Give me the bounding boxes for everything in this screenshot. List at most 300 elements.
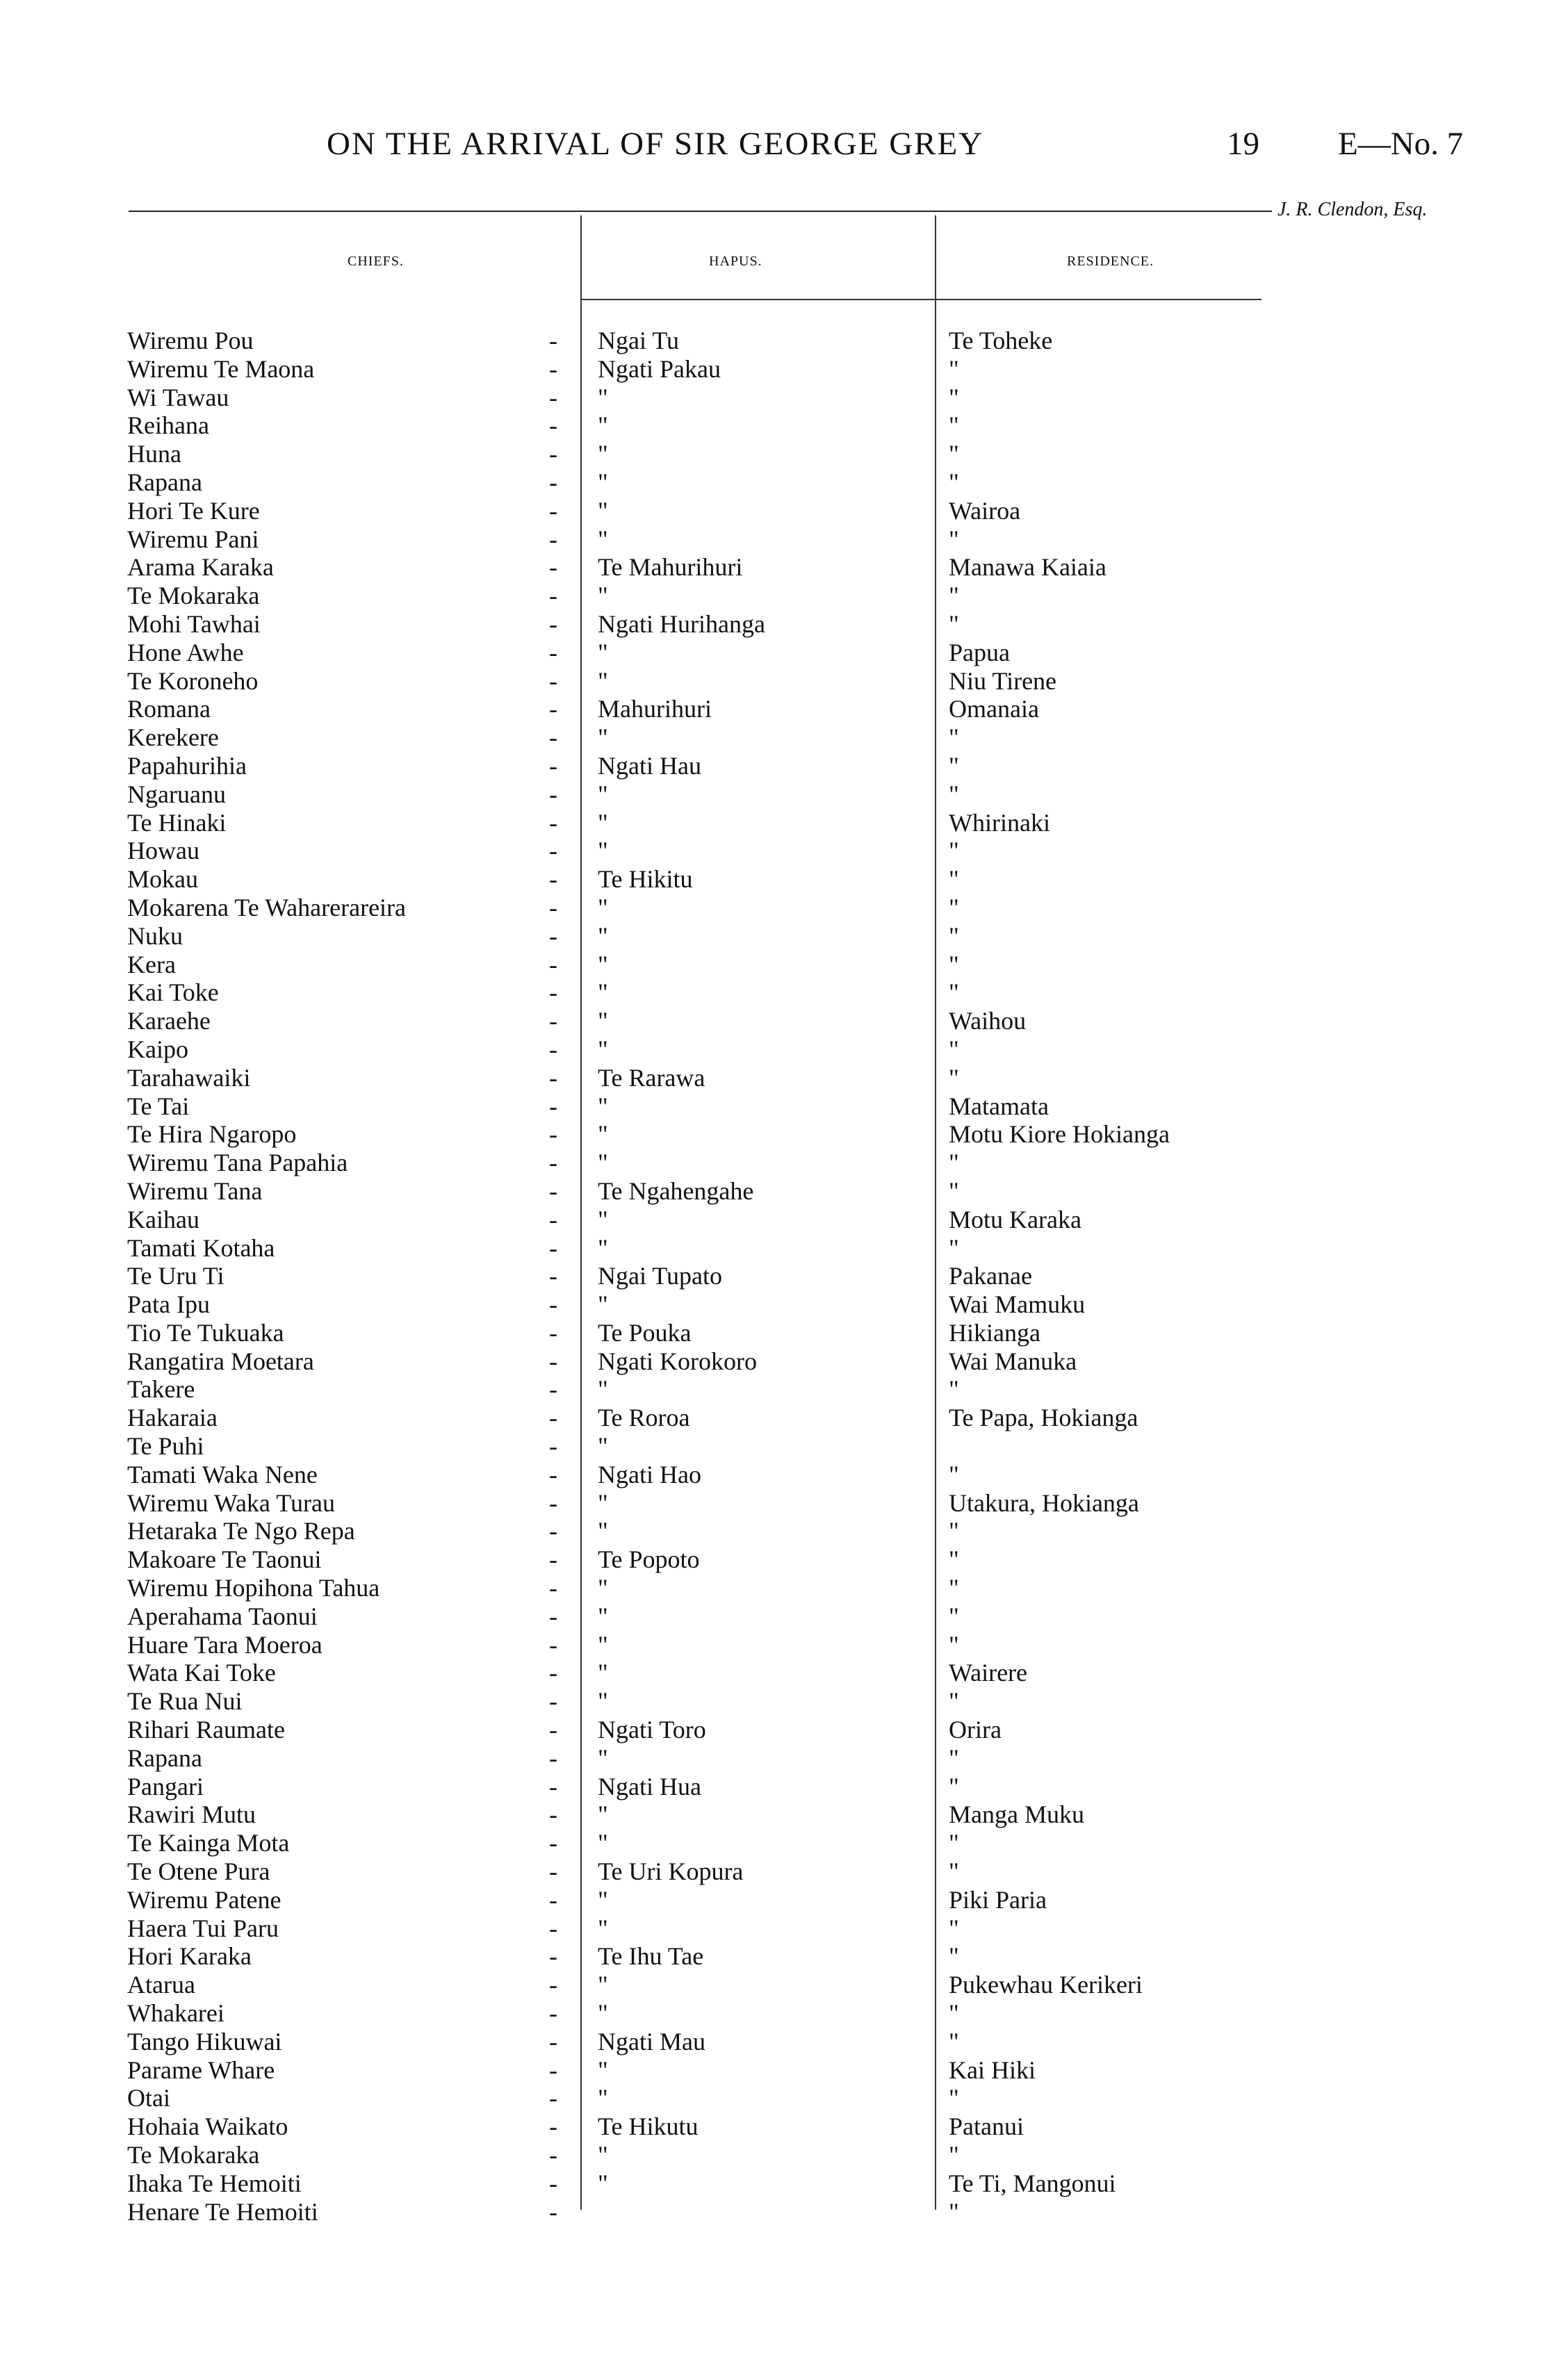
- table-row: [0, 1857, 1559, 1886]
- leader-dash: -: [549, 1659, 557, 1687]
- hapu-name: ": [598, 1290, 608, 1319]
- hapu-name: ": [598, 921, 608, 950]
- residence-name: ": [949, 468, 959, 496]
- leader-dash: -: [549, 1630, 557, 1659]
- table-row: [0, 1092, 1559, 1121]
- residence-header-rule: [935, 299, 1262, 300]
- leader-dash: -: [549, 666, 557, 695]
- leader-dash: -: [549, 837, 557, 865]
- table-row: [0, 1800, 1559, 1829]
- chief-name: Papahurihia: [127, 751, 247, 780]
- leader-dash: -: [549, 723, 557, 752]
- residence-name: ": [949, 1942, 959, 1971]
- table-row: [0, 978, 1559, 1007]
- chief-name: Rihari Raumate: [127, 1716, 285, 1744]
- residence-name: Wairoa: [949, 496, 1021, 525]
- chief-name: Huna: [127, 440, 181, 468]
- chief-name: Romana: [127, 695, 211, 723]
- residence-name: ": [949, 1602, 959, 1630]
- table-row: [0, 1461, 1559, 1489]
- chief-name: Aperahama Taonui: [127, 1602, 318, 1630]
- hapu-name: Ngai Tupato: [598, 1262, 723, 1290]
- hapu-name: Te Rarawa: [598, 1063, 705, 1092]
- page-title: ON THE ARRIVAL OF SIR GEORGE GREY: [327, 126, 984, 162]
- chief-name: Parame Whare: [127, 2055, 275, 2084]
- residence-name: ": [949, 1574, 959, 1602]
- leader-dash: -: [549, 1035, 557, 1063]
- leader-dash: -: [549, 1347, 557, 1375]
- hapu-name: ": [598, 1432, 608, 1461]
- table-row: [0, 2056, 1559, 2085]
- hapu-name: ": [598, 1687, 608, 1716]
- hapu-name: Te Roroa: [598, 1404, 690, 1432]
- leader-dash: -: [549, 2084, 557, 2112]
- leader-dash: -: [549, 2027, 557, 2055]
- residence-name: Motu Karaka: [949, 1205, 1081, 1233]
- residence-name: ": [949, 525, 959, 553]
- hapu-name: Te Popoto: [598, 1545, 700, 1574]
- hapu-name: ": [598, 837, 608, 865]
- leader-dash: -: [549, 1914, 557, 1942]
- leader-dash: -: [549, 1007, 557, 1035]
- residence-name: ": [949, 440, 959, 468]
- table-row: [0, 809, 1559, 837]
- leader-dash: -: [549, 1517, 557, 1545]
- chief-name: Huare Tara Moeroa: [127, 1630, 323, 1659]
- hapu-name: ": [598, 1659, 608, 1687]
- table-row: [0, 667, 1559, 696]
- hapu-name: ": [598, 1517, 608, 1545]
- leader-dash: -: [549, 327, 557, 354]
- chief-name: Wiremu Tana Papahia: [127, 1149, 348, 1177]
- residence-name: ": [949, 582, 959, 610]
- table-row: [0, 1064, 1559, 1092]
- leader-dash: -: [549, 1290, 557, 1319]
- chief-name: Kerekere: [127, 723, 219, 752]
- table-row: [0, 553, 1559, 582]
- leader-dash: -: [549, 1687, 557, 1716]
- residence-name: Pakanae: [949, 1262, 1032, 1290]
- table-row: [0, 1574, 1559, 1602]
- chief-name: Te Puhi: [127, 1432, 204, 1461]
- residence-name: ": [949, 837, 959, 865]
- leader-dash: -: [549, 1942, 557, 1971]
- table-row: [0, 384, 1559, 412]
- residence-name: ": [949, 1743, 959, 1772]
- residence-name: Niu Tirene: [949, 666, 1057, 695]
- hapu-name: ": [598, 666, 608, 695]
- leader-dash: -: [549, 1743, 557, 1772]
- table-row: [0, 1262, 1559, 1290]
- chiefs-table: [0, 327, 1559, 2226]
- leader-dash: -: [549, 2055, 557, 2084]
- table-row: [0, 2169, 1559, 2198]
- residence-name: ": [949, 1035, 959, 1063]
- chief-name: Te Otene Pura: [127, 1857, 270, 1886]
- chief-name: Pangari: [127, 1772, 204, 1800]
- chief-name: Whakarei: [127, 1999, 225, 2028]
- table-row: [0, 582, 1559, 610]
- table-row: [0, 1290, 1559, 1319]
- table-row: [0, 723, 1559, 752]
- leader-dash: -: [549, 1460, 557, 1488]
- table-row: [0, 1177, 1559, 1206]
- chief-name: Tarahawaiki: [127, 1063, 251, 1092]
- leader-dash: -: [549, 2112, 557, 2141]
- hapu-name: ": [598, 1800, 608, 1829]
- leader-dash: -: [549, 1404, 557, 1432]
- residence-name: ": [949, 2084, 959, 2112]
- hapu-name: ": [598, 1149, 608, 1177]
- table-row: [0, 1149, 1559, 1177]
- residence-name: ": [949, 383, 959, 411]
- chief-name: Ngaruanu: [127, 780, 226, 808]
- chief-name: Wiremu Tana: [127, 1176, 263, 1205]
- table-row: [0, 752, 1559, 780]
- leader-dash: -: [549, 638, 557, 666]
- table-row: [0, 1942, 1559, 1971]
- leader-dash: -: [549, 893, 557, 921]
- hapu-name: ": [598, 1092, 608, 1120]
- residence-name: ": [949, 1914, 959, 1942]
- residence-name: Manawa Kaiaia: [949, 553, 1107, 582]
- residence-name: ": [949, 780, 959, 808]
- table-row: [0, 411, 1559, 440]
- leader-dash: -: [549, 553, 557, 582]
- hapu-name: Ngati Korokoro: [598, 1347, 757, 1375]
- chief-name: Te Hinaki: [127, 808, 227, 837]
- table-row: [0, 1432, 1559, 1461]
- leader-dash: -: [549, 383, 557, 411]
- table-row: [0, 695, 1559, 723]
- leader-dash: -: [549, 1574, 557, 1602]
- residence-name: ": [949, 978, 959, 1007]
- hapu-name: ": [598, 1999, 608, 2028]
- chief-name: Howau: [127, 837, 199, 865]
- table-row: [0, 1999, 1559, 2028]
- leader-dash: -: [549, 1375, 557, 1404]
- residence-name: ": [949, 1772, 959, 1800]
- hapu-name: Te Ngahengahe: [598, 1176, 754, 1205]
- chief-name: Te Tai: [127, 1092, 190, 1120]
- leader-dash: -: [549, 1318, 557, 1347]
- leader-dash: -: [549, 1149, 557, 1177]
- hapu-name: ": [598, 1007, 608, 1035]
- hapu-name: ": [598, 1829, 608, 1857]
- chief-name: Haera Tui Paru: [127, 1914, 279, 1942]
- table-row: [0, 1631, 1559, 1659]
- table-row: [0, 1773, 1559, 1801]
- chief-name: Karaehe: [127, 1007, 211, 1035]
- leader-dash: -: [549, 1205, 557, 1233]
- hapu-name: ": [598, 1602, 608, 1630]
- chief-name: Kera: [127, 950, 176, 978]
- leader-dash: -: [549, 2141, 557, 2169]
- chief-name: Wata Kai Toke: [127, 1659, 276, 1687]
- residence-name: ": [949, 751, 959, 780]
- hapu-name: Ngati Hau: [598, 751, 701, 780]
- table-row: [0, 1659, 1559, 1687]
- chief-name: Tango Hikuwai: [127, 2027, 282, 2055]
- author-credit: J. R. Clendon, Esq.: [1278, 199, 1428, 220]
- table-row: [0, 865, 1559, 894]
- residence-name: ": [949, 1375, 959, 1404]
- residence-name: ": [949, 354, 959, 383]
- leader-dash: -: [549, 751, 557, 780]
- hapu-name: ": [598, 638, 608, 666]
- chief-name: Te Kainga Mota: [127, 1829, 290, 1857]
- chief-name: Te Mokaraka: [127, 2141, 260, 2169]
- hapu-name: ": [598, 1205, 608, 1233]
- table-row: [0, 1545, 1559, 1574]
- chief-name: Kaipo: [127, 1035, 188, 1063]
- hapu-name: ": [598, 1233, 608, 1262]
- table-row: [0, 780, 1559, 809]
- residence-name: ": [949, 1517, 959, 1545]
- residence-name: ": [949, 2141, 959, 2169]
- table-row: [0, 1971, 1559, 1999]
- residence-name: ": [949, 921, 959, 950]
- hapu-name: Ngati Toro: [598, 1716, 706, 1744]
- chief-name: Tamati Kotaha: [127, 1233, 275, 1262]
- chief-name: Ihaka Te Hemoiti: [127, 2169, 302, 2197]
- table-row: [0, 1829, 1559, 1857]
- hapu-name: ": [598, 1885, 608, 1914]
- table-row: [0, 837, 1559, 865]
- leader-dash: -: [549, 1092, 557, 1120]
- table-row: [0, 639, 1559, 667]
- leader-dash: -: [549, 1716, 557, 1744]
- hapu-name: ": [598, 893, 608, 921]
- table-row: [0, 1744, 1559, 1773]
- header-rule: [129, 211, 1272, 212]
- table-row: [0, 1234, 1559, 1263]
- chief-name: Hetaraka Te Ngo Repa: [127, 1517, 355, 1545]
- table-row: [0, 1120, 1559, 1149]
- hapu-name: ": [598, 2169, 608, 2197]
- chief-name: Te Hira Ngaropo: [127, 1120, 297, 1149]
- chief-name: Hohaia Waikato: [127, 2112, 288, 2141]
- residence-name: ": [949, 1857, 959, 1886]
- leader-dash: -: [549, 440, 557, 468]
- table-row: [0, 1035, 1559, 1064]
- chief-name: Mokau: [127, 865, 198, 894]
- document-reference: E—No. 7: [1338, 126, 1464, 162]
- chief-name: Tamati Waka Nene: [127, 1460, 318, 1488]
- hapu-name: ": [598, 1120, 608, 1149]
- residence-name: ": [949, 893, 959, 921]
- chief-name: Rapana: [127, 468, 202, 496]
- residence-name: Piki Paria: [949, 1885, 1047, 1914]
- chief-name: Wiremu Te Maona: [127, 354, 315, 383]
- chief-name: Wiremu Pou: [127, 327, 254, 354]
- hapu-name: ": [598, 1375, 608, 1404]
- leader-dash: -: [549, 1120, 557, 1149]
- table-row: [0, 1007, 1559, 1035]
- table-row: [0, 1517, 1559, 1545]
- chief-name: Hori Karaka: [127, 1942, 252, 1971]
- residence-name: ": [949, 2197, 959, 2226]
- table-row: [0, 1206, 1559, 1234]
- chief-name: Henare Te Hemoiti: [127, 2197, 318, 2226]
- chief-name: Wiremu Patene: [127, 1885, 281, 1914]
- hapu-name: ": [598, 411, 608, 440]
- hapu-name: ": [598, 1574, 608, 1602]
- hapus-header-rule: [580, 299, 935, 300]
- hapu-name: Ngati Pakau: [598, 354, 721, 383]
- hapu-name: ": [598, 808, 608, 837]
- residence-name: Hikianga: [949, 1318, 1040, 1347]
- residence-name: Wai Manuka: [949, 1347, 1077, 1375]
- residence-name: Pukewhau Kerikeri: [949, 1971, 1143, 1999]
- column-header-hapus: HAPUS.: [709, 254, 762, 269]
- chief-name: Hakaraia: [127, 1404, 218, 1432]
- hapu-name: ": [598, 1971, 608, 1999]
- hapu-name: ": [598, 2141, 608, 2169]
- table-row: [0, 951, 1559, 979]
- hapu-name: Ngati Hurihanga: [598, 609, 765, 638]
- residence-name: Te Toheke: [949, 327, 1053, 354]
- hapu-name: Te Hikutu: [598, 2112, 699, 2141]
- leader-dash: -: [549, 582, 557, 610]
- leader-dash: -: [549, 921, 557, 950]
- chief-name: Mohi Tawhai: [127, 609, 261, 638]
- chief-name: Mokarena Te Waharerareira: [127, 893, 407, 921]
- chief-name: Wiremu Waka Turau: [127, 1488, 335, 1517]
- leader-dash: -: [549, 468, 557, 496]
- residence-name: ": [949, 609, 959, 638]
- residence-name: Utakura, Hokianga: [949, 1488, 1139, 1517]
- leader-dash: -: [549, 950, 557, 978]
- residence-name: ": [949, 1460, 959, 1488]
- leader-dash: -: [549, 808, 557, 837]
- leader-dash: -: [549, 1432, 557, 1461]
- hapu-name: Ngati Hua: [598, 1772, 701, 1800]
- table-row: [0, 327, 1559, 355]
- column-header-residence: RESIDENCE.: [1067, 254, 1154, 269]
- residence-name: ": [949, 1545, 959, 1574]
- chief-name: Otai: [127, 2084, 170, 2112]
- hapu-name: ": [598, 950, 608, 978]
- leader-dash: -: [549, 865, 557, 894]
- leader-dash: -: [549, 780, 557, 808]
- hapu-name: ": [598, 468, 608, 496]
- chief-name: Hone Awhe: [127, 638, 244, 666]
- table-row: [0, 2028, 1559, 2056]
- chief-name: Rawiri Mutu: [127, 1800, 256, 1829]
- leader-dash: -: [549, 1829, 557, 1857]
- hapu-name: ": [598, 2055, 608, 2084]
- table-row: [0, 440, 1559, 468]
- table-row: [0, 2198, 1559, 2226]
- residence-name: Wairere: [949, 1659, 1028, 1687]
- leader-dash: -: [549, 1233, 557, 1262]
- page-number: 19: [1227, 126, 1259, 162]
- chief-name: Te Rua Nui: [127, 1687, 243, 1716]
- chief-name: Makoare Te Taonui: [127, 1545, 322, 1574]
- leader-dash: -: [549, 1176, 557, 1205]
- residence-name: Matamata: [949, 1092, 1049, 1120]
- chief-name: Kai Toke: [127, 978, 219, 1007]
- chief-name: Nuku: [127, 921, 183, 950]
- residence-name: Te Ti, Mangonui: [949, 2169, 1116, 2197]
- chief-name: Takere: [127, 1375, 195, 1404]
- chief-name: Pata Ipu: [127, 1290, 210, 1319]
- residence-name: ": [949, 1233, 959, 1262]
- hapu-name: Ngati Hao: [598, 1460, 701, 1488]
- leader-dash: -: [549, 1999, 557, 2028]
- chief-name: Wi Tawau: [127, 383, 229, 411]
- table-row: [0, 922, 1559, 951]
- hapu-name: Te Mahurihuri: [598, 553, 743, 582]
- leader-dash: -: [549, 1971, 557, 1999]
- hapu-name: ": [598, 780, 608, 808]
- chief-name: Kaihau: [127, 1205, 199, 1233]
- hapu-name: ": [598, 978, 608, 1007]
- table-row: [0, 1347, 1559, 1376]
- leader-dash: -: [549, 2169, 557, 2197]
- leader-dash: -: [549, 1857, 557, 1886]
- residence-name: Wai Mamuku: [949, 1290, 1086, 1319]
- hapu-name: ": [598, 383, 608, 411]
- residence-name: Papua: [949, 638, 1010, 666]
- hapu-name: Te Uri Kopura: [598, 1857, 744, 1886]
- leader-dash: -: [549, 354, 557, 383]
- leader-dash: -: [549, 2197, 557, 2226]
- leader-dash: -: [549, 496, 557, 525]
- residence-name: ": [949, 950, 959, 978]
- column-header-chiefs: CHIEFS.: [348, 254, 404, 269]
- hapu-name: Te Hikitu: [598, 865, 693, 894]
- table-row: [0, 1602, 1559, 1631]
- leader-dash: -: [549, 411, 557, 440]
- table-row: [0, 1716, 1559, 1744]
- leader-dash: -: [549, 525, 557, 553]
- residence-name: ": [949, 865, 959, 894]
- table-row: [0, 1404, 1559, 1432]
- table-row: [0, 1375, 1559, 1404]
- hapu-name: Mahurihuri: [598, 695, 712, 723]
- leader-dash: -: [549, 609, 557, 638]
- hapu-name: ": [598, 723, 608, 752]
- hapu-name: ": [598, 1035, 608, 1063]
- residence-name: Orira: [949, 1716, 1002, 1744]
- residence-name: ": [949, 411, 959, 440]
- hapu-name: Te Ihu Tae: [598, 1942, 704, 1971]
- residence-name: ": [949, 1687, 959, 1716]
- leader-dash: -: [549, 1063, 557, 1092]
- leader-dash: -: [549, 1545, 557, 1574]
- residence-name: ": [949, 1999, 959, 2028]
- chief-name: Te Koroneho: [127, 666, 259, 695]
- residence-name: Omanaia: [949, 695, 1039, 723]
- residence-name: ": [949, 2027, 959, 2055]
- leader-dash: -: [549, 1488, 557, 1517]
- hapu-name: ": [598, 1488, 608, 1517]
- hapu-name: Ngai Tu: [598, 327, 680, 354]
- table-row: [0, 497, 1559, 525]
- table-row: [0, 2112, 1559, 2141]
- table-row: [0, 1687, 1559, 1716]
- residence-name: ": [949, 1176, 959, 1205]
- residence-name: ": [949, 1149, 959, 1177]
- chief-name: Hori Te Kure: [127, 496, 260, 525]
- residence-name: ": [949, 1063, 959, 1092]
- hapu-name: ": [598, 525, 608, 553]
- residence-name: Whirinaki: [949, 808, 1050, 837]
- leader-dash: -: [549, 978, 557, 1007]
- hapu-name: ": [598, 496, 608, 525]
